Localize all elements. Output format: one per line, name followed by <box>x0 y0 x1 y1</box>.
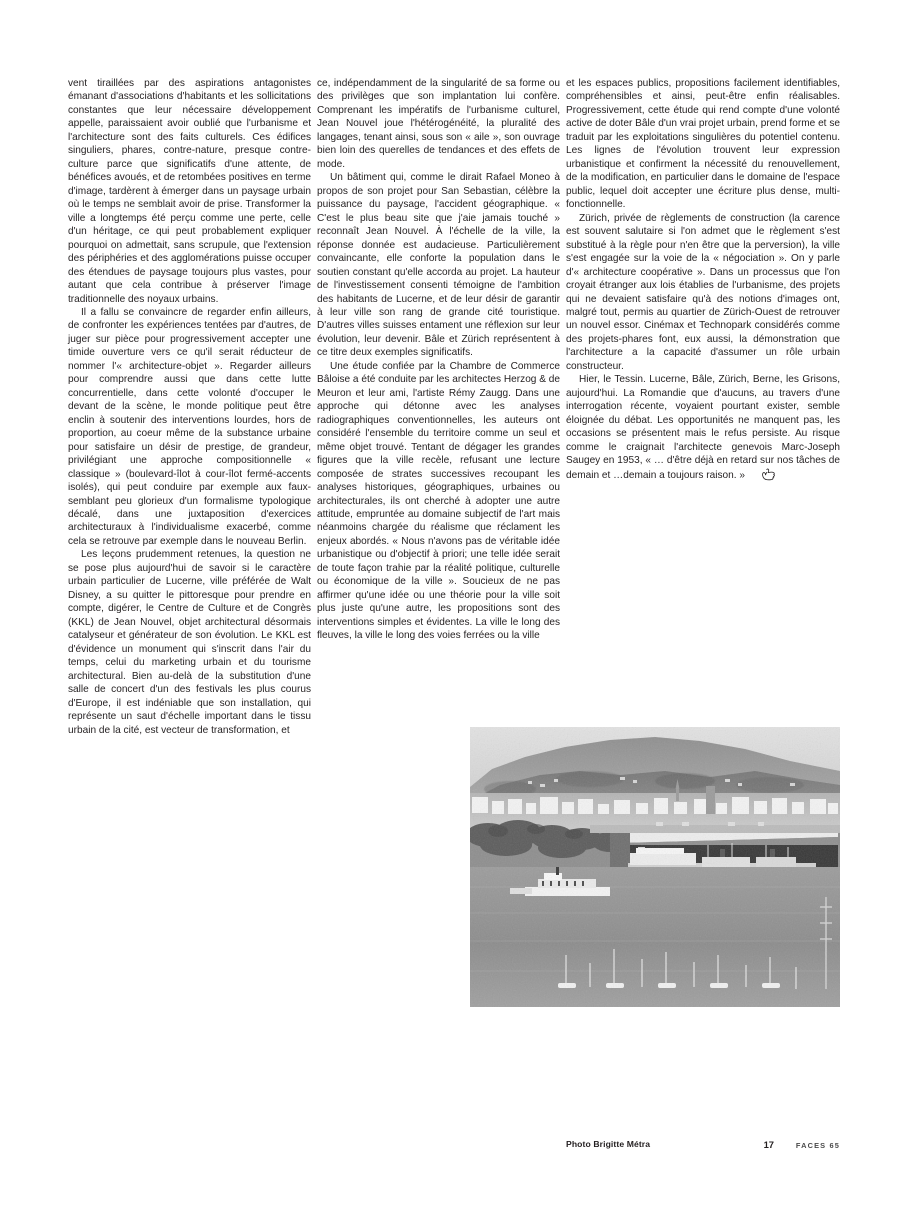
article-photograph <box>470 727 840 1007</box>
paragraph-text: Hier, le Tessin. Lucerne, Bâle, Zürich, Berne, les Grisons, aujourd'hui. La Romandie que d'aucuns, au travers d'une interrogation récente, voyaient pourtant exister, semble éloignée du débat. Les opportunités ne manquent pas, les occasions se présentent mais le refus persiste. Au risque comme le craignait l'architecte genevois Marc-Joseph Saugey en 1953, « … d'être déjà en retard sur nos tâches de demain et …demain a toujours raison. » <box>566 374 840 481</box>
paragraph: Il a fallu se convaincre de regarder enfin ailleurs, de confronter les expériences tentées par d'autres, de juger sur pièce pour progressivement accepter une timide ouverture vers ce qu'il serait réducteur de nommer l'« architecture-objet ». Regarder ailleurs pour comprendre aussi que dans cette lutte concurrentielle, dans cette volonté d'occuper le devant de la scène, le monde politique peut être enclin à soutenir des interventions lourdes, hors de proportion, au coeur même de la substance urbaine pour satisfaire un désir de prestige, de grandeur, privilégiant une approche compositionnelle « classique » (boulevard-îlot à cour-îlot fermé-accents isolés), qui peut conduire par exemple aux faux-semblant peu glorieux d'un formalisme typologique décalé, dans une juxtaposition d'exercices architecturaux à l'individualisme exacerbé, comme cela se retrouve par exemple dans le nouveau Berlin. <box>68 306 311 547</box>
paragraph: vent tiraillées par des aspirations antagonistes émanant d'associations d'habitants et les sollicitations constantes que leur nécessaire développement appelle, paraissaient avoir oublié que l'urbanisme et l'architecture sont des faits culturels. Ces édifices singuliers, phares, contre-nature, presque contre-culture parce que significatifs d'une attente, de bénéfices avoués, et de retombées positives en terme d'image, tardèrent à émerger dans un paysage urbain où le temps ne semblait avoir de prise. Transformer la ville a longtemps été perçu comme une perte, celle d'un héritage, ce qui peut probablement expliquer pourquoi on admettait, sans scrupule, que l'extension des périphéries et des agglomérations puisse occuper des étendues de paysage toujours plus vastes, pour autant que cela contribue à préserver l'image traditionnelle des noyaux urbains. <box>68 78 311 305</box>
pointing-hand-icon <box>748 468 763 481</box>
paragraph: Une étude confiée par la Chambre de Commerce Bâloise a été conduite par les architectes Herzog & de Meuron et leur ami, l'artiste Rémy Zaugg. Dans une approche qui détonne avec les analyses radiographiques conventionnelles, les auteurs ont considéré l'ensemble du territoire comme un seul et même objet trouvé. Tentant de dégager les grandes figures que la ville recèle, refusant une lecture composée de strates successives recoupant les analyses historiques, géographiques, urbaines ou architecturales, ils ont cherché à adopter une autre attitude, empruntée au domaine subjectif de l'art mais néanmoins chargée du réalisme que réclament les enjeux abordés. « Nous n'avons pas de véritable idée urbanistique ou d'objectif à priori; une telle idée serait de toute façon trahie par la réalité politique, culturelle ou économique de la ville ». Soucieux de ne pas affirmer qu'une idée ou une théorie pour la ville soit plus juste qu'une autre, les propositions sont des interventions simples et évidentes. La ville le long des fleuves, la ville le long des voies ferrées ou la ville <box>317 360 560 643</box>
text-column-3 <box>566 77 840 482</box>
paragraph: Les leçons prudemment retenues, la question ne se pose plus aujourd'hui de savoir si le caractère urbain particulier de Lucerne, ville préférée de Walt Disney, a su quitter le pittoresque pour prendre en compte, digérer, le Centre de Culture et de Congrès (KKL) de Jean Nouvel, objet architectural désormais catalyseur et générateur de son évolution. Le KKL est d'évidence un monument qui s'inscrit dans l'air du temps, celui du marketing urbain et du tourisme architectural. Bien au-delà de la substitution d'une salle de concert d'un des festivals les plus courus d'Europe, il est indéniable que son installation, qui représente un saut d'échelle important dans le tissu urbain de la cité, est vecteur de transformation, et <box>68 549 311 736</box>
publication-masthead: FACES 65 <box>795 1140 840 1150</box>
paragraph: ce, indépendamment de la singularité de sa forme ou des privilèges que son implantation lui confère. Comprenant les impératifs de l'urbanisme culturel, Jean Nouvel joue l'hétérogénéité, la pluralité des langages, tenant ainsi, sous son « aile », son ouvrage bien loin des querelles de tendances et des effets de mode. <box>317 78 560 170</box>
paragraph: et les espaces publics, propositions facilement identifiables, compréhensibles et ainsi, peut-être enfin réalisables. Progressivement, cette étude qui rend compte d'une volonté active de doter Bâle d'un vrai projet urbain, prend forme et se traduit par les exploitations singulières du potentiel contenu. Les lignes de l'évolution trouvent leur expression urbanistique et confirment la nécessité du renouvellement, de la modification, en particulier dans le domaine de l'espace public, lequel doit accepter une écriture plus dense, multi-fonctionnelle. <box>566 78 840 211</box>
text-column-1 <box>68 77 311 737</box>
photo-credit: Photo Brigitte Métra <box>566 1139 651 1149</box>
paragraph: Zürich, privée de règlements de construction (la carence est souvent salutaire si l'on admet que le règlement s'est substitué à la règle pour n'en être que la perversion), la ville s'est engagée sur la voie de la « négociation ». On y parle d'« architecture coopérative ». Dans un processus que l'on croyait étranger aux lois établies de l'urbanisme, des projets qui ne devaient satisfaire qu'à des notions d'images ont, malgré tout, permis au quartier de Zürich-Ouest de retrouver un nouvel essor. Cinémax et Technopark considérés comme des projets-phares font, eux aussi, la démonstration que l'architecture a la capacité d'assumer un rôle urbain constructeur. <box>566 212 840 372</box>
paragraph: Un bâtiment qui, comme le dirait Rafael Moneo à propos de son projet pour San Sebastian, célèbre la puissance du paysage, l'accident géographique. « C'est le plus beau site que j'aie jamais touché » reconnaît Jean Nouvel. À l'échelle de la ville, la réponse donnée est audacieuse. Particulièrement convaincante, elle conforte la population dans le soutien constant qu'elle accorda au projet. La hauteur de l'investissement consenti témoigne de l'ambition des habitants de Lucerne, et de leur désir de garantir à leur ville son rang de grande cité touristique. D'autres villes suisses entament une réflexion sur leur évolution, leur devenir. Bâle et Zürich représentent à ce titre deux exemples significatifs. <box>317 172 560 359</box>
paragraph-final <box>566 373 840 482</box>
page-footer <box>68 1139 840 1155</box>
page-number: 17 <box>763 1139 774 1150</box>
